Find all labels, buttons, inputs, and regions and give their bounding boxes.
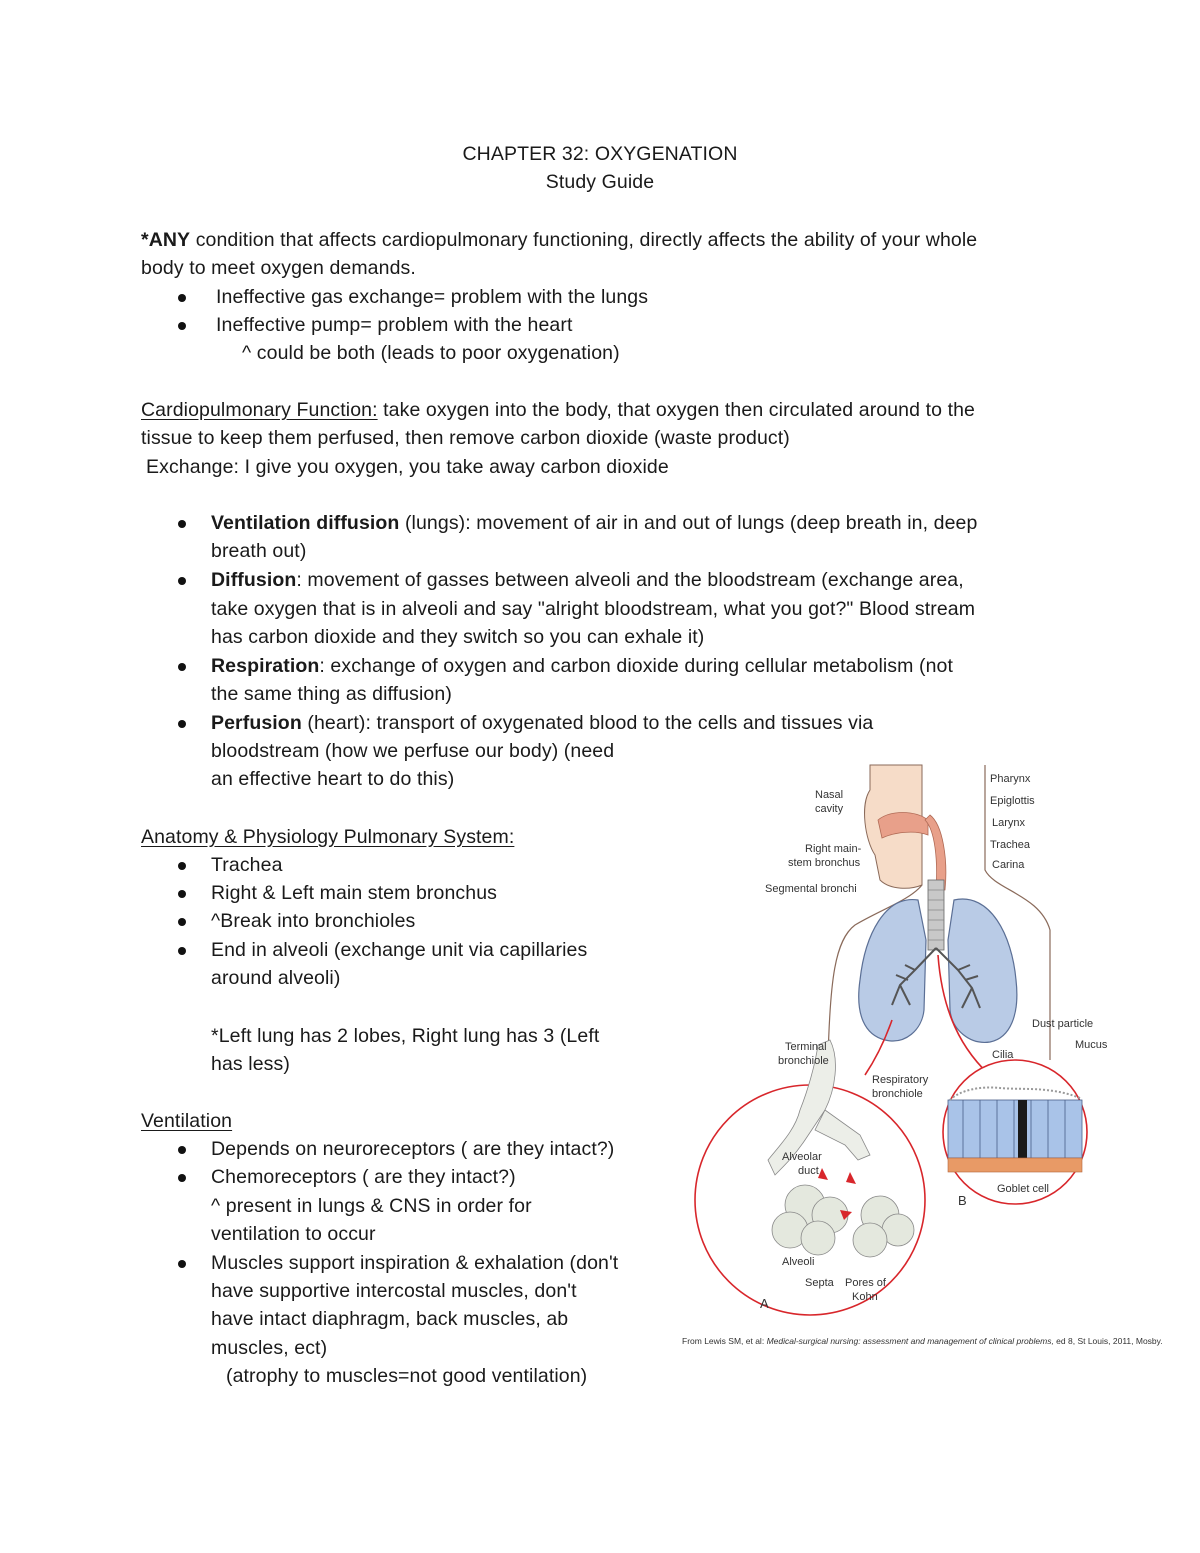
term-respiration: Respiration: exchange of oxygen and carbon dioxide during cellular metabolism (not: [211, 655, 954, 677]
bullet-icon: [178, 294, 186, 302]
ventilation-item-1: Depends on neuroreceptors ( are they intact?): [211, 1138, 615, 1160]
anatomy-note-2: has less): [211, 1053, 290, 1075]
label-alveoli: Alveoli: [782, 1256, 815, 1268]
svg-text:stem bronchus: stem bronchus: [788, 857, 861, 869]
ventilation-heading: Ventilation: [141, 1110, 233, 1132]
goblet-cell: [1018, 1100, 1027, 1158]
label-mucus: Mucus: [1075, 1039, 1108, 1051]
bullet-icon: [178, 663, 186, 671]
bullet-icon: [178, 520, 186, 528]
label-carina: Carina: [992, 859, 1025, 871]
bullet-icon: [178, 890, 186, 898]
label-septa: Septa: [805, 1277, 834, 1289]
label-dust-particle: Dust particle: [1032, 1018, 1094, 1030]
label-cilia: Cilia: [992, 1049, 1014, 1061]
label-right-main-stem: Right main-: [805, 843, 862, 855]
label-b: B: [958, 1193, 967, 1208]
ventilation-muscles-3: have intact diaphragm, back muscles, ab: [211, 1308, 569, 1330]
ventilation-sub-2: ventilation to occur: [211, 1223, 376, 1245]
bullet-icon: [178, 322, 186, 330]
bullet-icon: [178, 947, 186, 955]
anatomy-item-alveoli: End in alveoli (exchange unit via capillaries: [211, 939, 588, 961]
label-nasal: Nasal: [815, 789, 844, 801]
label-trachea: Trachea: [990, 839, 1030, 851]
svg-text:bronchiole: bronchiole: [872, 1088, 923, 1100]
anatomy-item-alveoli-cont: around alveoli): [211, 967, 341, 989]
term-ventilation: Ventilation diffusion (lungs): movement of air in and out of lungs (deep breath in, deep: [211, 512, 978, 534]
cardio-line-3: Exchange: I give you oxygen, you take away carbon dioxide: [146, 456, 669, 478]
ventilation-muscles-4: muscles, ect): [211, 1337, 328, 1359]
term-perfusion: Perfusion (heart): transport of oxygenated blood to the cells and tissues via: [211, 712, 874, 734]
trachea: [928, 880, 944, 950]
term-respiration-cont: the same thing as diffusion): [211, 683, 452, 705]
label-segmental-bronchi: Segmental bronchi: [765, 883, 857, 895]
label-respiratory-bronchiole: Respiratory: [872, 1074, 929, 1086]
label-goblet-cell: Goblet cell: [997, 1183, 1049, 1195]
ventilation-atrophy: (atrophy to muscles=not good ventilation): [226, 1365, 588, 1387]
svg-text:duct: duct: [798, 1165, 819, 1177]
intro-emphasis: *ANY: [141, 229, 191, 251]
label-epiglottis: Epiglottis: [990, 795, 1035, 807]
term-diffusion: Diffusion: movement of gasses between alveoli and the bloodstream (exchange area,: [211, 569, 964, 591]
anatomy-heading: Anatomy & Physiology Pulmonary System:: [141, 826, 515, 848]
ventilation-item-2: Chemoreceptors ( are they intact?): [211, 1166, 516, 1188]
term-diffusion-cont-2: has carbon dioxide and they switch so you can exhale it): [211, 626, 705, 648]
label-terminal-bronchiole: Terminal: [785, 1041, 827, 1053]
label-pores-of-kohn: Pores of: [845, 1277, 886, 1289]
epithelial-cells: [948, 1100, 1082, 1158]
label-a: A: [760, 1296, 769, 1311]
anatomy-item-bronchioles: ^Break into bronchioles: [211, 910, 416, 932]
cardio-line-2: tissue to keep them perfused, then remove carbon dioxide (waste product): [141, 427, 790, 449]
term-diffusion-cont-1: take oxygen that is in alveoli and say "alright bloodstream, what you got?" Blood stream: [211, 598, 976, 620]
ventilation-muscles-2: have supportive intercostal muscles, don't: [211, 1280, 577, 1302]
figure-credit: From Lewis SM, et al: Medical-surgical nursing: assessment and management of clinical problems, ed 8, St Louis, 2011, Mosby.: [682, 1336, 1163, 1346]
intro-bullet-2: Ineffective pump= problem with the heart: [216, 314, 573, 336]
label-larynx: Larynx: [992, 817, 1026, 829]
bullet-icon: [178, 1174, 186, 1182]
bullet-icon: [178, 862, 186, 870]
label-alveolar-duct: Alveolar: [782, 1151, 822, 1163]
svg-text:cavity: cavity: [815, 803, 844, 815]
term-ventilation-cont: breath out): [211, 540, 307, 562]
cardio-line-1: Cardiopulmonary Function: take oxygen into the body, that oxygen then circulated around to the: [141, 399, 975, 421]
page-title: CHAPTER 32: OXYGENATION: [462, 143, 738, 165]
page-subtitle: Study Guide: [545, 171, 655, 193]
anatomy-note-1: *Left lung has 2 lobes, Right lung has 3 (Left: [211, 1025, 600, 1047]
anatomy-item-bronchus: Right & Left main stem bronchus: [211, 882, 497, 904]
respiratory-anatomy-figure: [660, 760, 1200, 1360]
intro-bullet-1: Ineffective gas exchange= problem with the lungs: [216, 286, 649, 308]
intro-line-1: *ANY condition that affects cardiopulmonary functioning, directly affects the ability of your whole: [141, 229, 978, 251]
svg-text:Kohn: Kohn: [852, 1291, 878, 1303]
label-pharynx: Pharynx: [990, 773, 1031, 785]
anatomy-item-trachea: Trachea: [211, 854, 283, 876]
bullet-icon: [178, 577, 186, 585]
svg-text:bronchiole: bronchiole: [778, 1055, 829, 1067]
term-perfusion-cont-2: an effective heart to do this): [211, 768, 455, 790]
bullet-icon: [178, 720, 186, 728]
bullet-icon: [178, 1146, 186, 1154]
cardio-heading: Cardiopulmonary Function:: [141, 399, 378, 421]
intro-note: ^ could be both (leads to poor oxygenation): [242, 342, 620, 364]
ventilation-sub-1: ^ present in lungs & CNS in order for: [211, 1195, 532, 1217]
basement-layer: [948, 1158, 1082, 1172]
term-perfusion-cont-1: bloodstream (how we perfuse our body) (need: [211, 740, 615, 762]
ventilation-muscles-1: Muscles support inspiration & exhalation (don't: [211, 1252, 619, 1274]
bullet-icon: [178, 918, 186, 926]
bullet-icon: [178, 1260, 186, 1268]
intro-line-2: body to meet oxygen demands.: [141, 257, 416, 279]
